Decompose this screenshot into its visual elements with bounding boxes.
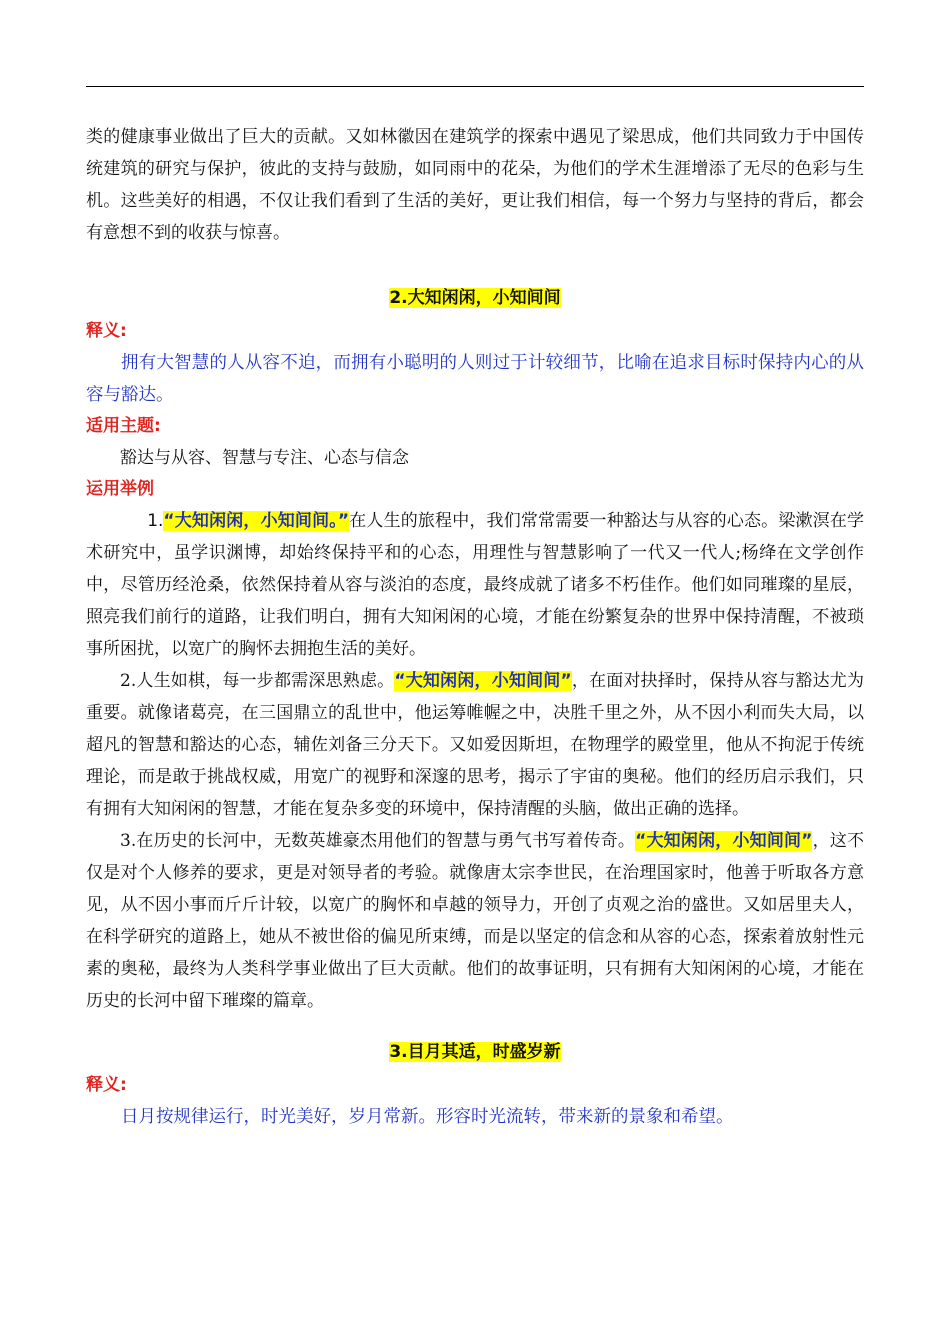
section-3-meaning-text: 日月按规律运行，时光美好，岁月常新。形容时光流转，带来新的景象和希望。 bbox=[121, 1107, 734, 1127]
example-1-prefix: 1. bbox=[147, 511, 164, 531]
example-3 bbox=[86, 825, 864, 1017]
example-1-body: 在人生的旅程中，我们常常需要一种豁达与从容的心态。梁漱溟在学术研究中，虽学识渊博，却始终保持平和的心态，用理性与智慧影响了一代又一代人;杨绛在文学创作中，尽管历经沧桑，依然保持着从容与淡泊的态度，最终成就了诸多不朽佳作。他们如同璀璨的星辰，照亮我们前行的道路，让我们明白，拥有大知闲闲的心境，才能在纷繁复杂的世界中保持清醒，不被琐事所困扰，以宽广的胸怀去拥抱生活的美好。 bbox=[86, 511, 864, 659]
document-content bbox=[86, 121, 864, 1133]
header-rule bbox=[86, 86, 864, 87]
example-2-prefix: 2.人生如棋，每一步都需深思熟虑。 bbox=[120, 671, 395, 691]
example-3-quote: “大知闲闲，小知间间” bbox=[635, 831, 813, 851]
section-2-heading bbox=[86, 283, 864, 313]
example-2 bbox=[86, 665, 864, 825]
section-2-themes-text: 豁达与从容、智慧与专注、心态与信念 bbox=[120, 448, 409, 468]
section-3-meaning-label: 释义: bbox=[86, 1075, 127, 1095]
intro-paragraph: 类的健康事业做出了巨大的贡献。又如林徽因在建筑学的探索中遇见了梁思成，他们共同致力于中国传统建筑的研究与保护，彼此的支持与鼓励，如同雨中的花朵，为他们的学术生涯增添了无尽的色彩与生机。这些美好的相遇，不仅让我们看到了生活的美好，更让我们相信，每一个努力与坚持的背后，都会有意想不到的收获与惊喜。 bbox=[86, 127, 864, 243]
example-1 bbox=[86, 505, 864, 665]
example-2-body: ，在面对抉择时，保持从容与豁达尤为重要。就像诸葛亮，在三国鼎立的乱世中，他运筹帷幄之中，决胜千里之外，从不因小利而失大局，以超凡的智慧和豁达的心态，辅佐刘备三分天下。又如爱因斯坦，在物理学的殿堂里，他从不拘泥于传统理论，而是敢于挑战权威，用宽广的视野和深邃的思考，揭示了宇宙的奥秘。他们的经历启示我们，只有拥有大知闲闲的智慧，才能在复杂多变的环境中，保持清醒的头脑，做出正确的选择。 bbox=[86, 671, 864, 819]
example-2-quote: “大知闲闲，小知间间” bbox=[394, 671, 572, 691]
section-2-themes-label: 适用主题: bbox=[86, 416, 161, 436]
example-3-body: ，这不仅是对个人修养的要求，更是对领导者的考验。就像唐太宗李世民，在治理国家时，他善于听取各方意见，从不因小事而斤斤计较，以宽广的胸怀和卓越的领导力，开创了贞观之治的盛世。又如居里夫人，在科学研究的道路上，她从不被世俗的偏见所束缚，而是以坚定的信念和从容的心态，探索着放射性元素的奥秘，最终为人类科学事业做出了巨大贡献。他们的故事证明，只有拥有大知闲闲的心境，才能在历史的长河中留下璀璨的篇章。 bbox=[86, 831, 865, 1011]
section-2-examples-label: 运用举例 bbox=[86, 479, 154, 499]
example-3-prefix: 3.在历史的长河中，无数英雄豪杰用他们的智慧与勇气书写着传奇。 bbox=[120, 831, 636, 851]
example-1-quote: “大知闲闲，小知间间。” bbox=[163, 511, 350, 531]
section-2-meaning-label: 释义: bbox=[86, 321, 127, 341]
section-2-meaning-text: 拥有大智慧的人从容不迫，而拥有小聪明的人则过于计较细节，比喻在追求目标时保持内心的从容与豁达。 bbox=[86, 353, 864, 405]
section-3-heading bbox=[86, 1037, 864, 1067]
section-2-title: 2.大知闲闲，小知间间 bbox=[389, 288, 561, 308]
section-3-title: 3.目月其适，时盛岁新 bbox=[389, 1042, 561, 1062]
